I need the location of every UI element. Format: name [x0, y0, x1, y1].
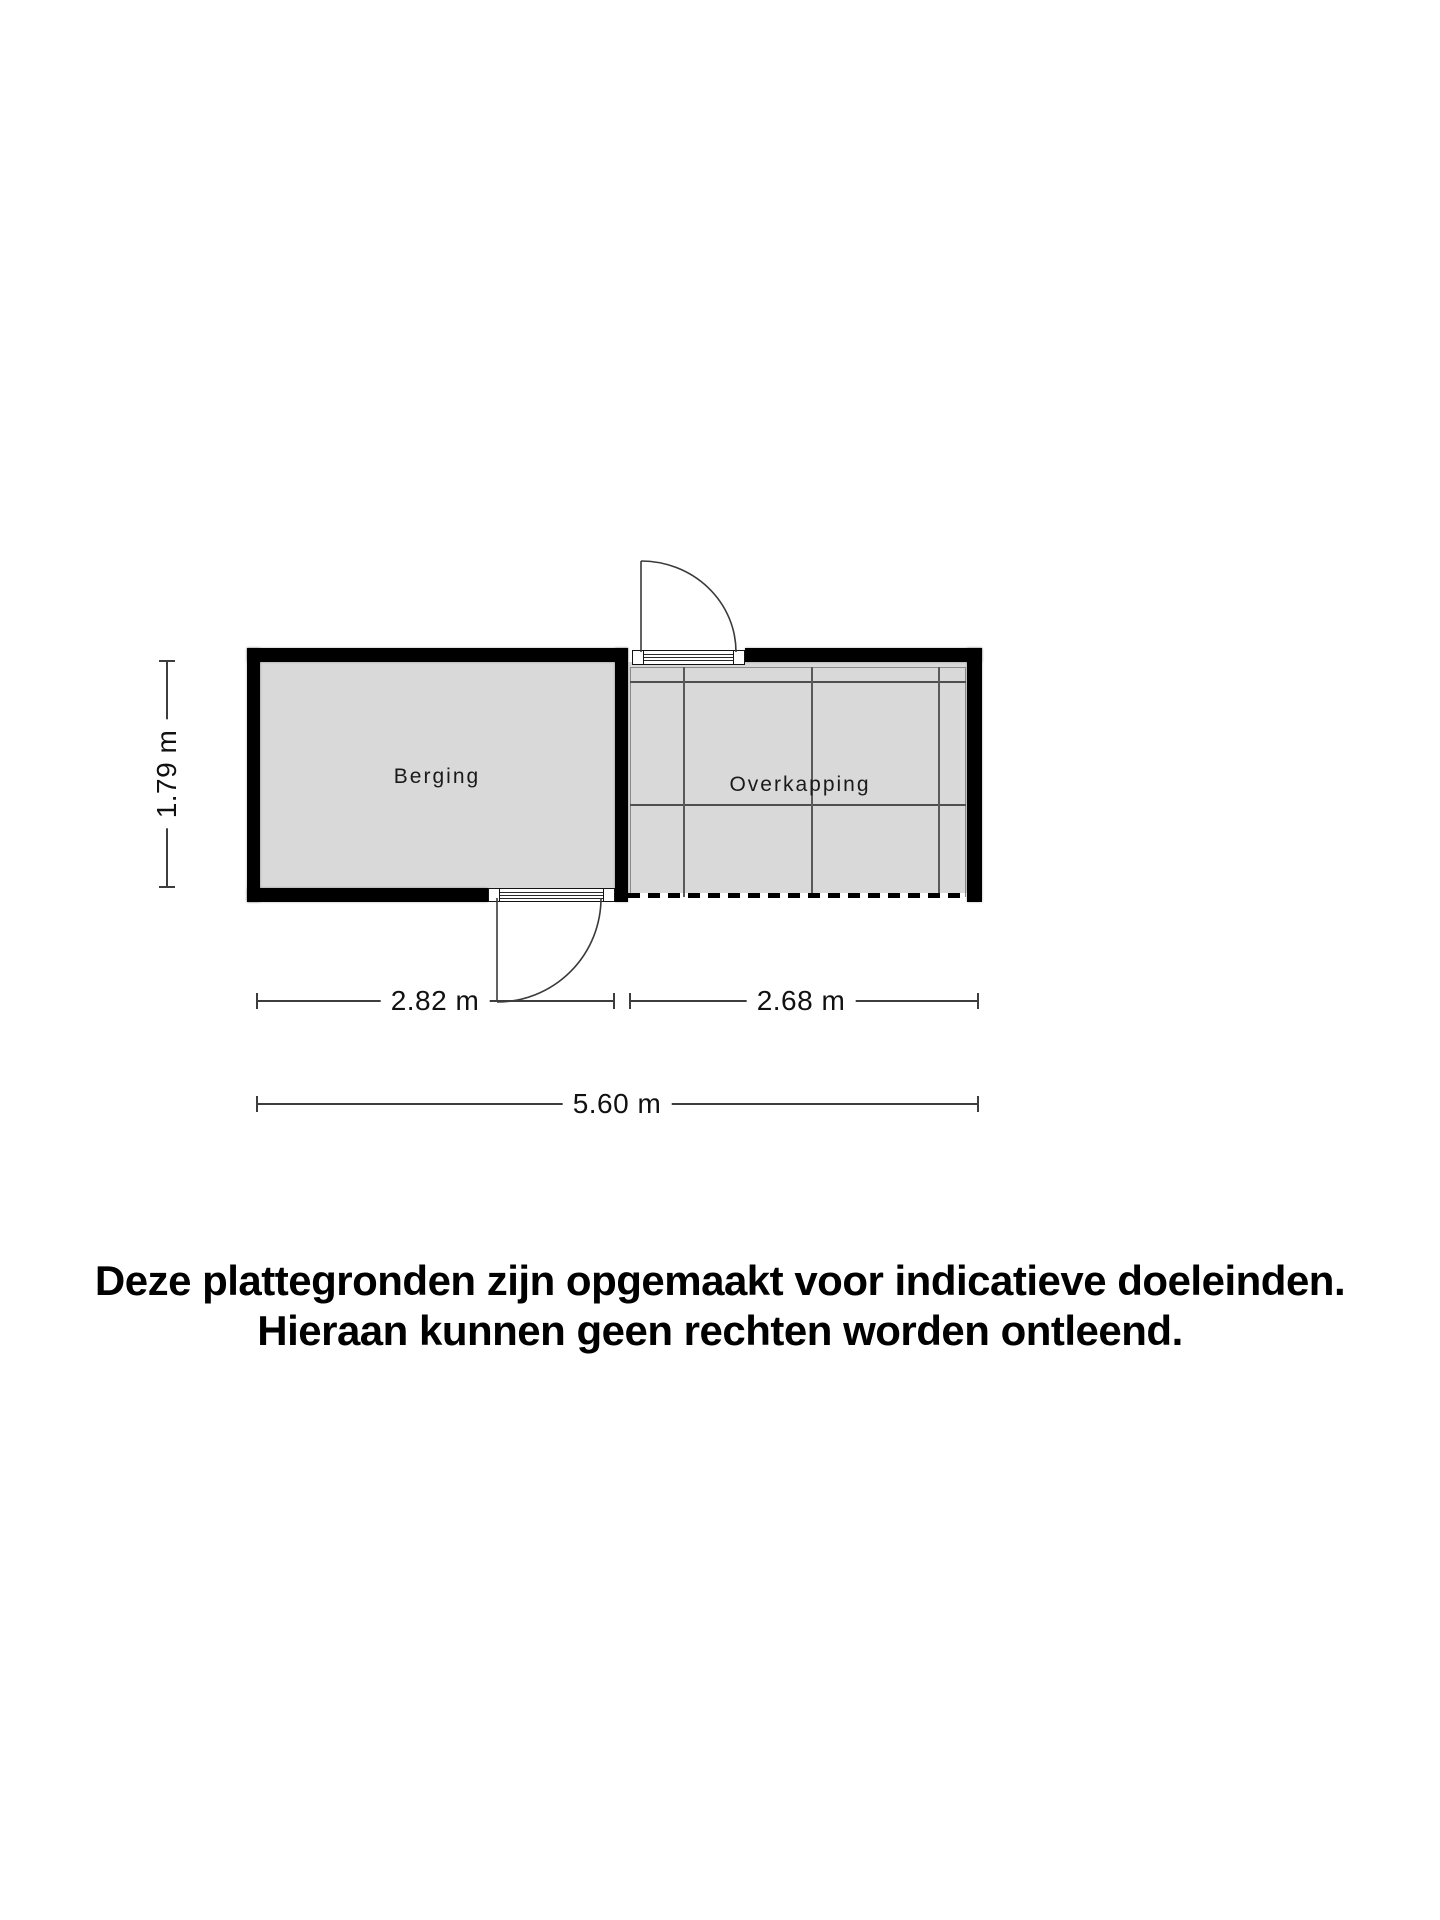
overkapping-roof-joist-3: [938, 667, 940, 897]
threshold-stripe: [642, 657, 735, 658]
door-jamb: [633, 651, 644, 664]
wall-left: [247, 648, 260, 902]
wall-top-overkapping: [745, 648, 982, 662]
threshold-stripe: [498, 898, 605, 899]
door-jamb: [489, 889, 500, 901]
dimension-label-overkapping-width: 2.68 m: [747, 985, 856, 1017]
dimension-label-total-width: 5.60 m: [563, 1088, 672, 1120]
berging-label: Berging: [393, 765, 481, 788]
dimension-label-berging-width: 2.82 m: [381, 985, 490, 1017]
disclaimer-line-1: Deze plattegronden zijn opgemaakt voor indicatieve doeleinden.: [94, 1257, 1346, 1304]
disclaimer-text: [0, 1256, 1440, 1356]
wall-shared: [615, 648, 628, 902]
threshold-stripe: [498, 892, 605, 893]
threshold-stripe: [642, 654, 735, 655]
wall-top-berging: [247, 648, 628, 662]
dimension-tick: [977, 1096, 979, 1112]
overkapping-open-side-dashed-line: [628, 893, 967, 898]
door-jamb: [603, 889, 614, 901]
dimension-label-depth: 1.79 m: [151, 720, 183, 829]
door-threshold-bottom: [488, 888, 615, 902]
dimension-tick: [629, 993, 631, 1009]
overkapping-roof-beam-middle: [630, 804, 966, 806]
door-jamb: [733, 651, 744, 664]
dimension-tick: [256, 1096, 258, 1112]
dimension-tick: [977, 993, 979, 1009]
wall-bottom-berging: [247, 888, 488, 902]
threshold-stripe: [642, 660, 735, 661]
bottom-door-swing-arc: [497, 898, 601, 1002]
overkapping-roof-beam-top: [630, 681, 966, 683]
overkapping-label: Overkapping: [729, 773, 871, 796]
door-threshold-top: [632, 650, 745, 665]
dimension-tick: [613, 993, 615, 1009]
dimension-tick: [159, 886, 175, 888]
top-door-swing-arc: [641, 561, 736, 652]
dimension-tick: [256, 993, 258, 1009]
overkapping-roof-joist-1: [683, 667, 685, 897]
wall-right: [967, 648, 982, 902]
disclaimer-line-2: Hieraan kunnen geen rechten worden ontleend.: [257, 1307, 1183, 1354]
threshold-stripe: [498, 895, 605, 896]
dimension-tick: [159, 660, 175, 662]
